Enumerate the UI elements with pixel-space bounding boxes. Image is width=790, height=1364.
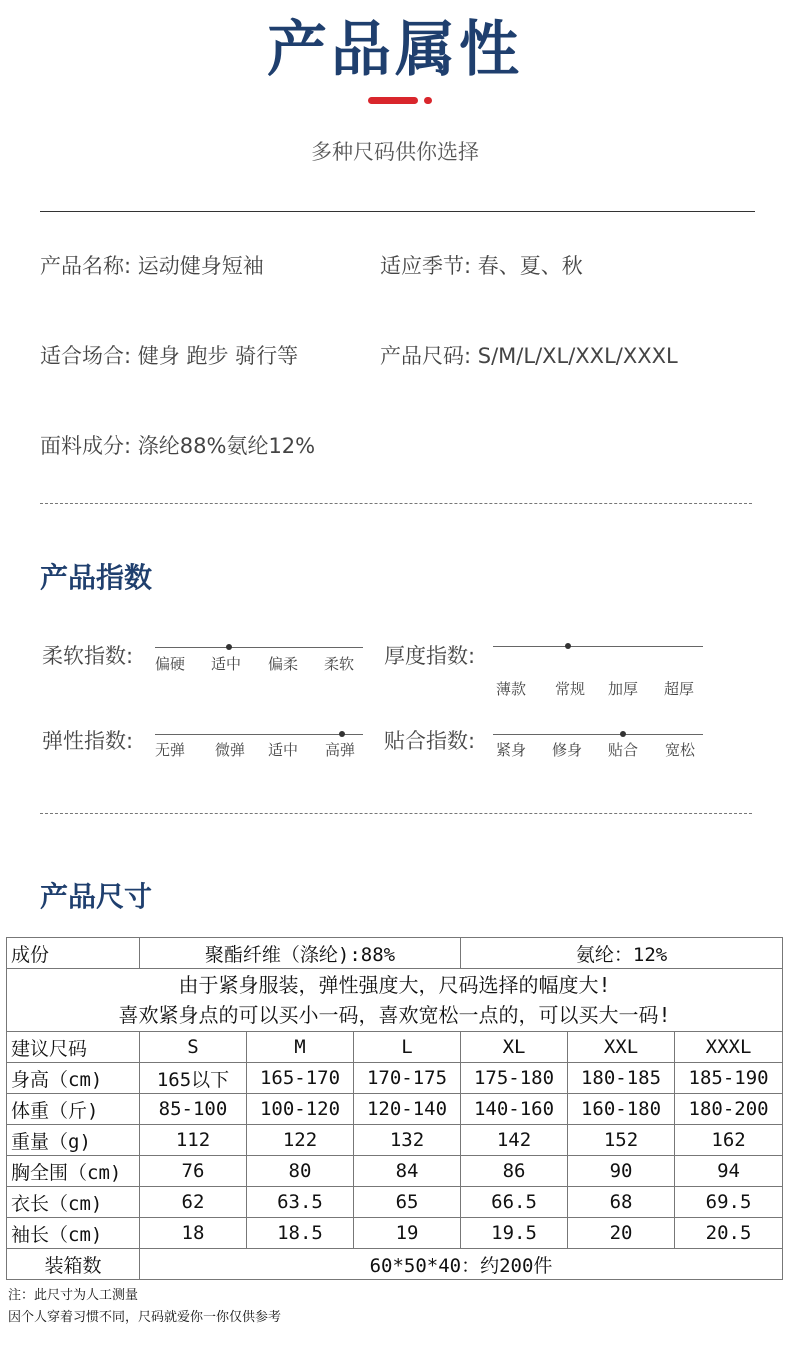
thickness-label: 厚度指数: — [384, 644, 476, 668]
attr-label: 适应季节: — [380, 254, 472, 278]
table-cell: L — [354, 1032, 461, 1063]
fit-option: 贴合 — [608, 741, 639, 759]
attr-occasion — [40, 340, 298, 370]
fit-marker — [620, 731, 626, 737]
elasticity-option: 无弹 — [155, 741, 186, 759]
attr-value: 健身 跑步 骑行等 — [137, 344, 299, 368]
thickness-option: 常规 — [555, 680, 586, 698]
table-cell: XXL — [568, 1032, 675, 1063]
table-row — [7, 1063, 783, 1094]
elasticity-option: 高弹 — [325, 741, 356, 759]
attr-label: 产品名称: — [40, 254, 132, 278]
table-cell: 20.5 — [675, 1218, 783, 1249]
title-accent-dot — [424, 97, 432, 104]
row-label: 衣长（cm) — [7, 1187, 140, 1218]
row-label: 体重（斤) — [7, 1094, 140, 1125]
fit-label: 贴合指数: — [384, 729, 476, 753]
table-cell: 84 — [354, 1156, 461, 1187]
table-cell: 76 — [140, 1156, 247, 1187]
fit-option: 宽松 — [665, 741, 696, 759]
elasticity-option: 适中 — [268, 741, 299, 759]
table-cell: XXXL — [675, 1032, 783, 1063]
row-label: 袖长（cm) — [7, 1218, 140, 1249]
table-cell: 170-175 — [354, 1063, 461, 1094]
attr-label: 面料成分: — [40, 434, 132, 458]
attr-value: S/M/L/XL/XXL/XXXL — [477, 344, 678, 368]
table-cell: 160-180 — [568, 1094, 675, 1125]
table-cell: 18 — [140, 1218, 247, 1249]
row-label: 建议尺码 — [7, 1032, 140, 1063]
softness-option: 偏柔 — [268, 655, 299, 673]
table-cell: 100-120 — [247, 1094, 354, 1125]
composition-row — [7, 938, 783, 969]
elasticity-label: 弹性指数: — [42, 729, 134, 753]
table-cell: 18.5 — [247, 1218, 354, 1249]
table-row — [7, 1156, 783, 1187]
table-cell: 86 — [461, 1156, 568, 1187]
attr-value: 春、夏、秋 — [477, 254, 583, 278]
table-cell: 19.5 — [461, 1218, 568, 1249]
packing-row — [7, 1249, 783, 1280]
section-divider — [40, 813, 752, 814]
packing-value: 60*50*40：约200件 — [140, 1249, 783, 1280]
size-table — [6, 937, 783, 1280]
section-divider — [40, 503, 752, 504]
table-cell: 175-180 — [461, 1063, 568, 1094]
fit-scale-line — [493, 734, 703, 735]
attr-value: 运动健身短袖 — [137, 254, 264, 278]
table-cell: 65 — [354, 1187, 461, 1218]
softness-scale-line — [155, 647, 363, 648]
table-cell: 122 — [247, 1125, 354, 1156]
thickness-option: 加厚 — [608, 680, 639, 698]
table-row — [7, 1187, 783, 1218]
thickness-option: 超厚 — [664, 680, 695, 698]
composition-spandex: 氨纶：12% — [461, 938, 783, 969]
elasticity-scale-line — [155, 734, 363, 735]
composition-polyester: 聚酯纤维（涤纶):88% — [140, 938, 461, 969]
softness-marker — [226, 644, 232, 650]
table-cell: 152 — [568, 1125, 675, 1156]
thickness-marker — [565, 643, 571, 649]
table-row — [7, 1032, 783, 1063]
footnote-reference: 因个人穿着习惯不同，尺码就爱你一你仅供参考 — [8, 1310, 282, 1325]
table-cell: 68 — [568, 1187, 675, 1218]
softness-option: 柔软 — [324, 655, 355, 673]
table-row — [7, 1218, 783, 1249]
table-cell: 185-190 — [675, 1063, 783, 1094]
table-cell: 165以下 — [140, 1063, 247, 1094]
size-note — [7, 969, 783, 1032]
table-cell: 80 — [247, 1156, 354, 1187]
attr-label: 产品尺码: — [380, 344, 472, 368]
note-row — [7, 969, 783, 1032]
table-row — [7, 1094, 783, 1125]
indices-title: 产品指数 — [40, 561, 153, 594]
softness-option: 适中 — [211, 655, 242, 673]
table-cell: 90 — [568, 1156, 675, 1187]
fit-option: 修身 — [552, 741, 583, 759]
row-label: 重量（g) — [7, 1125, 140, 1156]
elasticity-marker — [339, 731, 345, 737]
table-cell: 180-200 — [675, 1094, 783, 1125]
table-cell: 180-185 — [568, 1063, 675, 1094]
footnote-measure: 注：此尺寸为人工测量 — [8, 1288, 139, 1303]
page-title: 产品属性 — [267, 15, 523, 85]
composition-label: 成份 — [7, 938, 140, 969]
softness-label: 柔软指数: — [42, 644, 134, 668]
page-subtitle: 多种尺码供你选择 — [311, 140, 479, 164]
attr-season — [380, 250, 583, 280]
attr-size — [380, 340, 678, 370]
table-cell: 62 — [140, 1187, 247, 1218]
table-cell: 19 — [354, 1218, 461, 1249]
fit-option: 紧身 — [496, 741, 527, 759]
table-cell: 112 — [140, 1125, 247, 1156]
row-label: 身高（cm) — [7, 1063, 140, 1094]
row-label: 胸全围（cm) — [7, 1156, 140, 1187]
table-cell: 120-140 — [354, 1094, 461, 1125]
table-cell: 165-170 — [247, 1063, 354, 1094]
attr-value: 涤纶88%氨纶12% — [137, 434, 316, 458]
elasticity-option: 微弹 — [215, 741, 246, 759]
title-accent-bar — [368, 97, 418, 104]
attr-fabric — [40, 430, 315, 460]
table-row — [7, 1125, 783, 1156]
table-cell: 162 — [675, 1125, 783, 1156]
table-cell: 63.5 — [247, 1187, 354, 1218]
softness-option: 偏硬 — [155, 655, 186, 673]
packing-label: 装箱数 — [7, 1249, 140, 1280]
table-cell: S — [140, 1032, 247, 1063]
thickness-scale-line — [493, 646, 703, 647]
table-cell: 94 — [675, 1156, 783, 1187]
attr-product-name — [40, 250, 264, 280]
table-cell: 132 — [354, 1125, 461, 1156]
header-divider — [40, 211, 755, 212]
table-cell: 142 — [461, 1125, 568, 1156]
table-cell: 85-100 — [140, 1094, 247, 1125]
table-cell: 20 — [568, 1218, 675, 1249]
size-note-line: 喜欢紧身点的可以买小一码，喜欢宽松一点的，可以买大一码! — [118, 1003, 671, 1027]
attr-label: 适合场合: — [40, 344, 132, 368]
table-cell: 69.5 — [675, 1187, 783, 1218]
table-cell: M — [247, 1032, 354, 1063]
thickness-option: 薄款 — [496, 680, 527, 698]
size-note-line: 由于紧身服装，弹性强度大，尺码选择的幅度大! — [178, 973, 611, 997]
table-cell: XL — [461, 1032, 568, 1063]
table-cell: 66.5 — [461, 1187, 568, 1218]
size-section-title: 产品尺寸 — [40, 880, 153, 913]
table-cell: 140-160 — [461, 1094, 568, 1125]
